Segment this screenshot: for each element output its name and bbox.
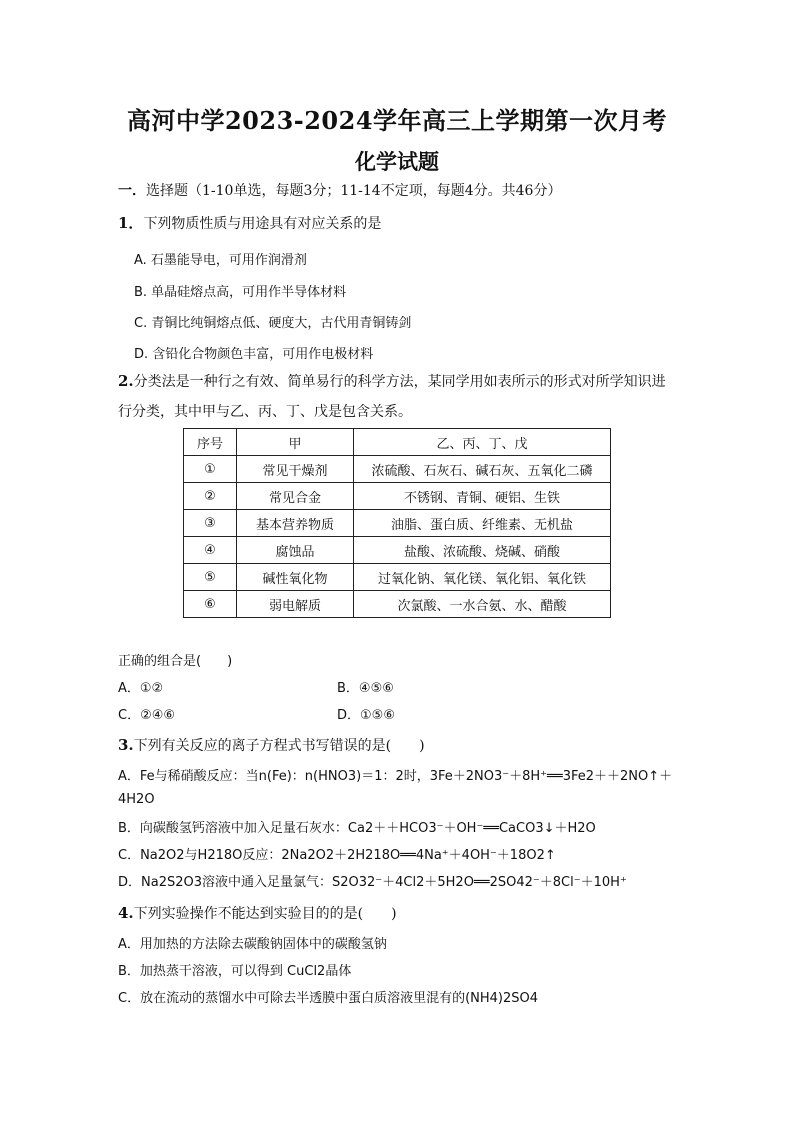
q4-option-c: C．放在流动的蒸馏水中可除去半透膜中蛋白质溶液里混有的(NH4)2SO4 [118,991,539,1006]
q3-option-a-line1: A．Fe与稀硝酸反应：当n(Fe)：n(HNO3)＝1：2时，3Fe＋2NO3⁻＋8H⁺══3Fe2＋＋2NO↑＋ [118,769,673,784]
q1-option-b: B. 单晶硅熔点高，可用作半导体材料 [134,285,347,300]
table-cell: 不锈钢、青铜、硬铝、生铁 [354,483,611,510]
q1-option-a: A. 石墨能导电，可用作润滑剂 [134,253,307,268]
table-cell: ⑤ [184,564,237,591]
question-number: 2. [118,372,134,390]
table-cell: 油脂、蛋白质、纤维素、无机盐 [354,510,611,537]
table-row [184,537,611,564]
table-cell: 浓硫酸、石灰石、碱石灰、五氧化二磷 [354,456,611,483]
question-text: 分类法是一种行之有效、简单易行的科学方法，某同学用如表所示的形式对所学知识进 [133,374,666,390]
table-row [184,456,611,483]
question-number: 4. [118,904,134,922]
table-row [184,510,611,537]
table-cell: ④ [184,537,237,564]
q4-option-b: B．加热蒸干溶液，可以得到 CuCl2晶体 [118,964,352,979]
table-cell: 过氧化钠、氧化镁、氧化铝、氧化铁 [354,564,611,591]
table-cell: 常见合金 [237,483,354,510]
q3-option-b: B．向碳酸氢钙溶液中加入足量石灰水：Ca2＋＋HCO3⁻＋OH⁻══CaCO3↓＋H2O [118,821,596,836]
exam-subtitle: 化学试题 [355,149,439,174]
q2-option-c: C．②④⑥ [118,708,176,723]
q1-option-c: C. 青铜比纯铜熔点低、硬度大，古代用青铜铸剑 [134,316,412,331]
q3-option-c: C．Na2O2与H218O反应：2Na2O2＋2H218O══4Na⁺＋4OH⁻＋18O2↑ [118,848,556,863]
question-3-stem [118,735,425,755]
classification-table [183,428,611,618]
q3-option-d: D．Na2S2O3溶液中通入足量氯气：S2O32⁻＋4Cl2＋5H2O══2SO42⁻＋8Cl⁻＋10H⁺ [118,875,627,890]
table-cell: ⑥ [184,591,237,618]
question-4-stem [118,903,397,923]
table-cell: 腐蚀品 [237,537,354,564]
table-cell: ① [184,456,237,483]
table-cell: ② [184,483,237,510]
table-header-cell: 序号 [184,429,237,456]
table-cell: 基本营养物质 [237,510,354,537]
q1-option-d: D. 含铅化合物颜色丰富，可用作电极材料 [134,347,374,362]
exam-title: 高河中学2023-2024学年高三上学期第一次月考 [126,106,668,135]
question-2-stem-line1 [118,371,666,391]
q3-option-a-line2: 4H2O [118,792,155,807]
question-text: 下列物质性质与用途具有对应关系的是 [143,216,382,232]
question-text: 下列实验操作不能达到实验目的的是( ) [133,906,397,922]
table-row [184,564,611,591]
table-row [184,591,611,618]
question-number: 1． [118,214,144,232]
table-cell: ③ [184,510,237,537]
table-cell: 弱电解质 [237,591,354,618]
question-1-stem [118,212,381,233]
table-cell: 常见干燥剂 [237,456,354,483]
section-heading [118,180,561,200]
table-cell: 盐酸、浓硫酸、烧碱、硝酸 [354,537,611,564]
q4-option-a: A．用加热的方法除去碳酸钠固体中的碳酸氢钠 [118,937,387,952]
question-text: 下列有关反应的离子方程式书写错误的是( ) [133,738,425,754]
section-marker: 一． [118,183,146,199]
q2-option-b: B．④⑤⑥ [337,681,394,696]
table-cell: 次氯酸、一水合氨、水、醋酸 [354,591,611,618]
table-row [184,483,611,510]
table-header-row [184,429,611,456]
q2-option-d: D．①⑤⑥ [337,708,395,723]
question-2-stem-line2: 行分类，其中甲与乙、丙、丁、戊是包含关系。 [118,404,412,420]
section-text: 选择题（1-10单选，每题3分；11-14不定项，每题4分。共46分） [146,183,562,199]
q2-prompt: 正确的组合是( ) [118,654,233,669]
table-header-cell: 乙、丙、丁、戊 [354,429,611,456]
table-cell: 碱性氧化物 [237,564,354,591]
table-header-cell: 甲 [237,429,354,456]
q2-option-a: A．①② [118,681,164,696]
question-number: 3. [118,736,134,754]
